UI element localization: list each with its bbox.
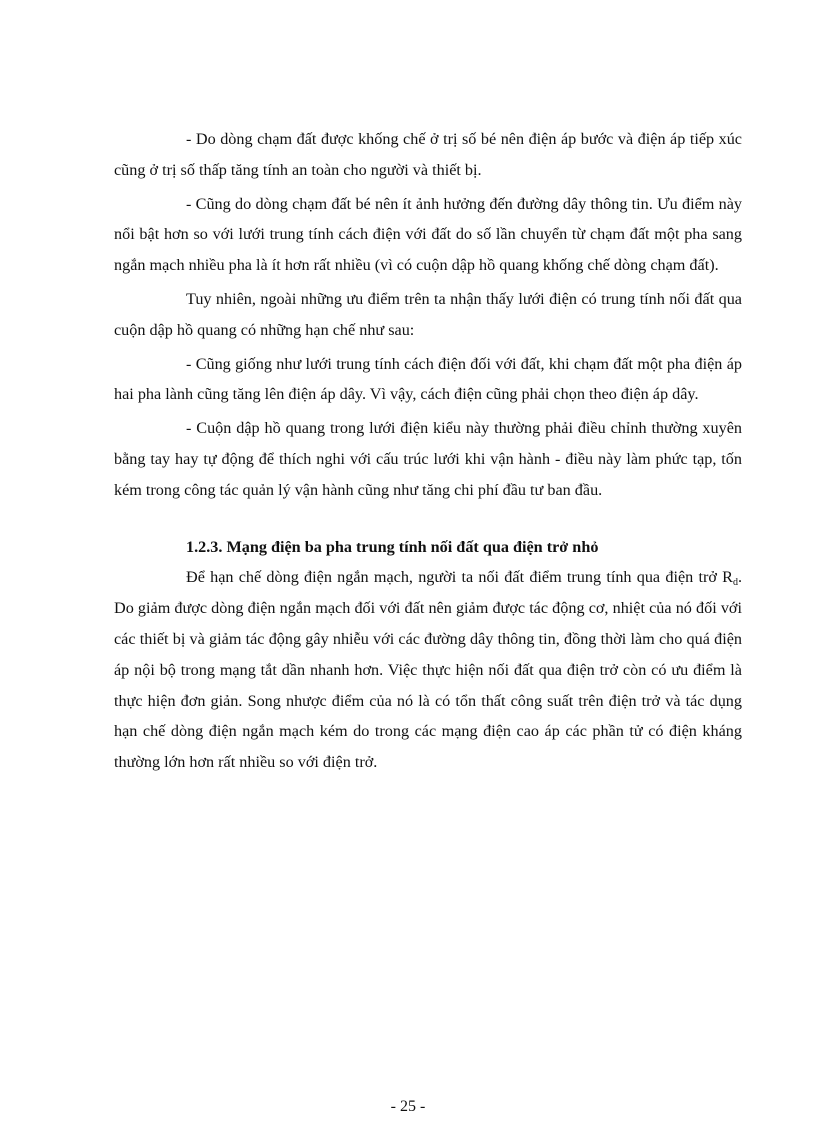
section-paragraph-text-start: Để hạn chế dòng điện ngắn mạch, người ta nối đất điểm trung tính qua điện trở R bbox=[186, 568, 733, 587]
page-body bbox=[114, 124, 742, 778]
section-heading: 1.2.3. Mạng điện ba pha trung tính nối đất qua điện trở nhỏ bbox=[186, 537, 599, 556]
paragraph-1: - Do dòng chạm đất được khống chế ở trị số bé nên điện áp bước và điện áp tiếp xúc cũng ở trị số thấp tăng tính an toàn cho người và thiết bị. bbox=[114, 130, 742, 179]
resistance-subscript: d bbox=[732, 577, 738, 589]
section-paragraph bbox=[114, 562, 742, 778]
paragraph-3: Tuy nhiên, ngoài những ưu điểm trên ta nhận thấy lưới điện có trung tính nối đất qua cuộn dập hồ quang có những hạn chế như sau: bbox=[114, 289, 742, 339]
section-paragraph-text-end: . Do giảm được dòng điện ngắn mạch đối với đất nên giảm được tác động cơ, nhiệt của nó đối với các thiết bị và giảm tác động gây nhiễu với các đường dây thông tin, đồng thời làm cho quá điện áp nội bộ trong mạng tắt dần nhanh hơn. Việc thực hiện nối đất qua điện trở còn có ưu điểm là thực hiện đơn giản. Song nhược điểm của nó là có tổn thất công suất trên điện trở và tác dụng hạn chế dòng điện ngắn mạch kém do trong các mạng điện cao áp các phần tử có điện kháng thường lớn hơn rất nhiều so với điện trở. bbox=[114, 568, 742, 772]
page-number: - 25 - bbox=[390, 1098, 426, 1115]
paragraph-4: - Cũng giống như lưới trung tính cách điện đối với đất, khi chạm đất một pha điện áp hai pha lành cũng tăng lên điện áp dây. Vì vậy, cách điện cũng phải chọn theo điện áp dây. bbox=[114, 354, 742, 404]
paragraph-2: - Cũng do dòng chạm đất bé nên ít ảnh hưởng đến đường dây thông tin. Ưu điểm này nổi bật hơn so với lưới trung tính cách điện với đất do số lần chuyển từ chạm đất một pha sang ngắn mạch nhiều pha là ít hơn rất nhiều (vì có cuộn dập hồ quang khống chế dòng chạm đất). bbox=[114, 194, 742, 275]
paragraph-5: - Cuộn dập hồ quang trong lưới điện kiểu này thường phải điều chỉnh thường xuyên bằng tay hay tự động để thích nghi với cấu trúc lưới khi vận hành - điều này làm phức tạp, tốn kém trong công tác quản lý vận hành cũng như tăng chi phí đầu tư ban đầu. bbox=[114, 419, 742, 499]
